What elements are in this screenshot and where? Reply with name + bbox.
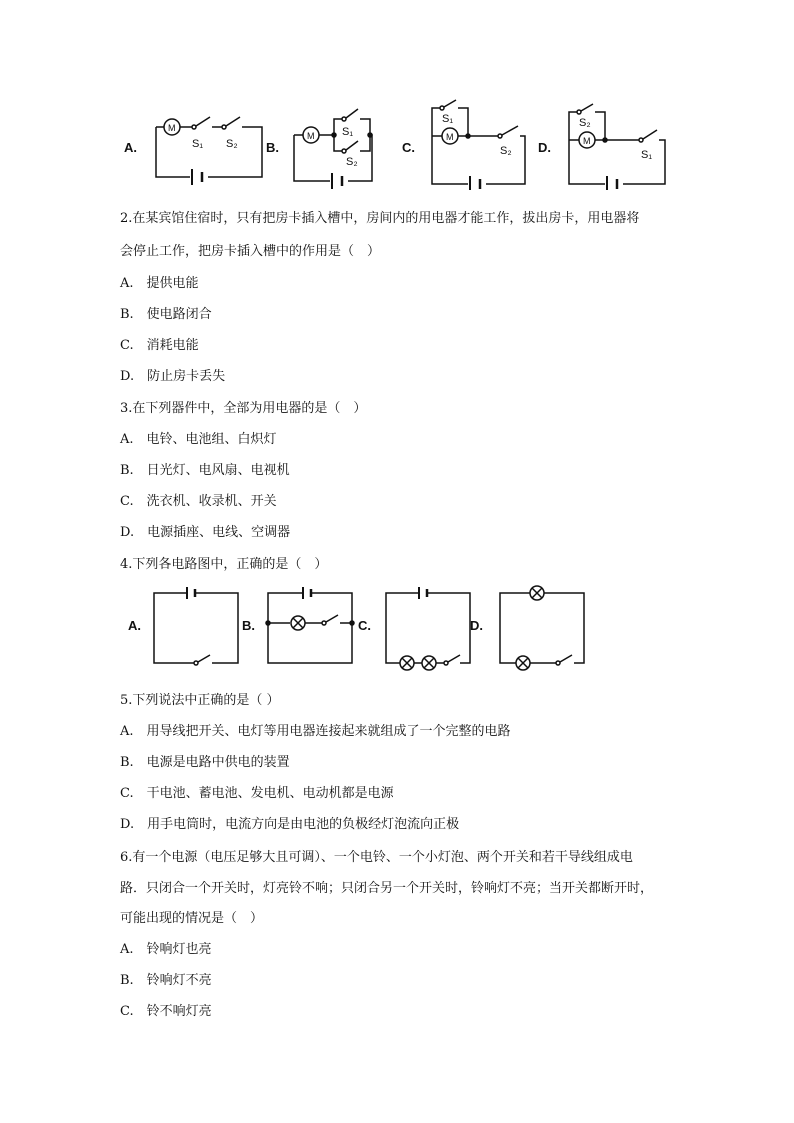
switch-s1-icon: [643, 130, 657, 139]
svg-text:S₂: S₂: [226, 138, 238, 150]
svg-text:S₁: S₁: [192, 138, 204, 150]
svg-text:M: M: [583, 136, 591, 146]
switch-icon: [198, 655, 210, 662]
switch-s2-icon: [226, 117, 240, 126]
svg-text:S₁: S₁: [342, 126, 354, 138]
q4-option-b-label: B.: [242, 618, 255, 633]
svg-text:M: M: [446, 132, 454, 142]
switch-s2-icon: [581, 104, 593, 111]
svg-text:S₁: S₁: [442, 113, 454, 125]
q5-stem: 5.下列说法中正确的是（ ）: [120, 693, 280, 708]
q6-option-b: B. 铃响灯不亮: [120, 973, 212, 988]
q6-option-c: C. 铃不响灯亮: [120, 1004, 212, 1019]
q1-option-d-label: D.: [538, 140, 551, 155]
q1-option-c-label: C.: [402, 140, 415, 155]
q4-circuit-b: [264, 585, 356, 671]
q4-stem: 4.下列各电路图中，正确的是（ ）: [120, 557, 328, 572]
q4-option-a-label: A.: [128, 618, 141, 633]
q6-stem-line-3: 可能出现的情况是（ ）: [120, 911, 264, 926]
svg-text:S₁: S₁: [641, 149, 653, 161]
switch-icon: [448, 655, 460, 662]
switch-s1-icon: [196, 117, 210, 126]
q5-option-c: C. 干电池、蓄电池、发电机、电动机都是电源: [120, 786, 394, 801]
q3-option-b: B. 日光灯、电风扇、电视机: [120, 463, 290, 478]
q2-option-b: B. 使电路闭合: [120, 307, 212, 322]
q5-option-b: B. 电源是电路中供电的装置: [120, 755, 290, 770]
q2-option-d: D. 防止房卡丢失: [120, 369, 226, 384]
q4-circuit-d: [496, 585, 588, 671]
q1-option-a-label: A.: [124, 140, 137, 155]
q6-option-a: A. 铃响灯也亮: [120, 942, 212, 957]
q2-stem-line-2: 会停止工作，把房卡插入槽中的作用是（ ）: [120, 244, 381, 259]
q1-circuit-d: [565, 100, 670, 194]
switch-s2-icon: [346, 141, 358, 150]
q2-stem-line-1: 2.在某宾馆住宿时，只有把房卡插入槽中，房间内的用电器才能工作，拔出房卡，用电器将: [120, 211, 640, 226]
q6-stem-line-2: 路．只闭合一个开关时，灯亮铃不响；只闭合另一个开关时，铃响灯不亮；当开关都断开时，: [120, 881, 654, 896]
switch-s1-icon: [444, 100, 456, 107]
switch-s1-icon: [346, 109, 358, 118]
q1-circuit-c: [428, 100, 528, 194]
q5-option-a: A. 用导线把开关、电灯等用电器连接起来就组成了一个完整的电路: [120, 724, 511, 739]
q3-option-a: A. 电铃、电池组、白炽灯: [120, 432, 277, 447]
q6-stem-line-1: 6.有一个电源（电压足够大且可调）、一个电铃、一个小灯泡、两个开关和若干导线组成电: [120, 850, 633, 865]
q5-option-d: D. 用手电筒时，电流方向是由电池的负极经灯泡流向正极: [120, 817, 460, 832]
q3-option-c: C. 洗衣机、收录机、开关: [120, 494, 277, 509]
q1-option-b-label: B.: [266, 140, 279, 155]
q4-option-c-label: C.: [358, 618, 371, 633]
svg-text:M: M: [168, 123, 176, 133]
switch-icon: [326, 615, 338, 622]
q2-option-a: A. 提供电能: [120, 276, 199, 291]
q4-option-d-label: D.: [470, 618, 483, 633]
q2-option-c: C. 消耗电能: [120, 338, 199, 353]
q4-circuit-a: [150, 585, 242, 671]
svg-text:S₂: S₂: [579, 117, 591, 129]
q4-circuit-c: [382, 585, 474, 671]
svg-text:M: M: [307, 131, 315, 141]
q3-option-d: D. 电源插座、电线、空调器: [120, 525, 291, 540]
switch-s2-icon: [502, 126, 518, 135]
svg-text:S₂: S₂: [346, 156, 358, 168]
q1-circuit-a: [150, 105, 265, 194]
svg-text:S₂: S₂: [500, 145, 512, 157]
q1-circuit-b: [290, 105, 375, 194]
switch-icon: [560, 655, 572, 662]
q3-stem: 3.在下列器件中，全部为用电器的是（ ）: [120, 401, 367, 416]
